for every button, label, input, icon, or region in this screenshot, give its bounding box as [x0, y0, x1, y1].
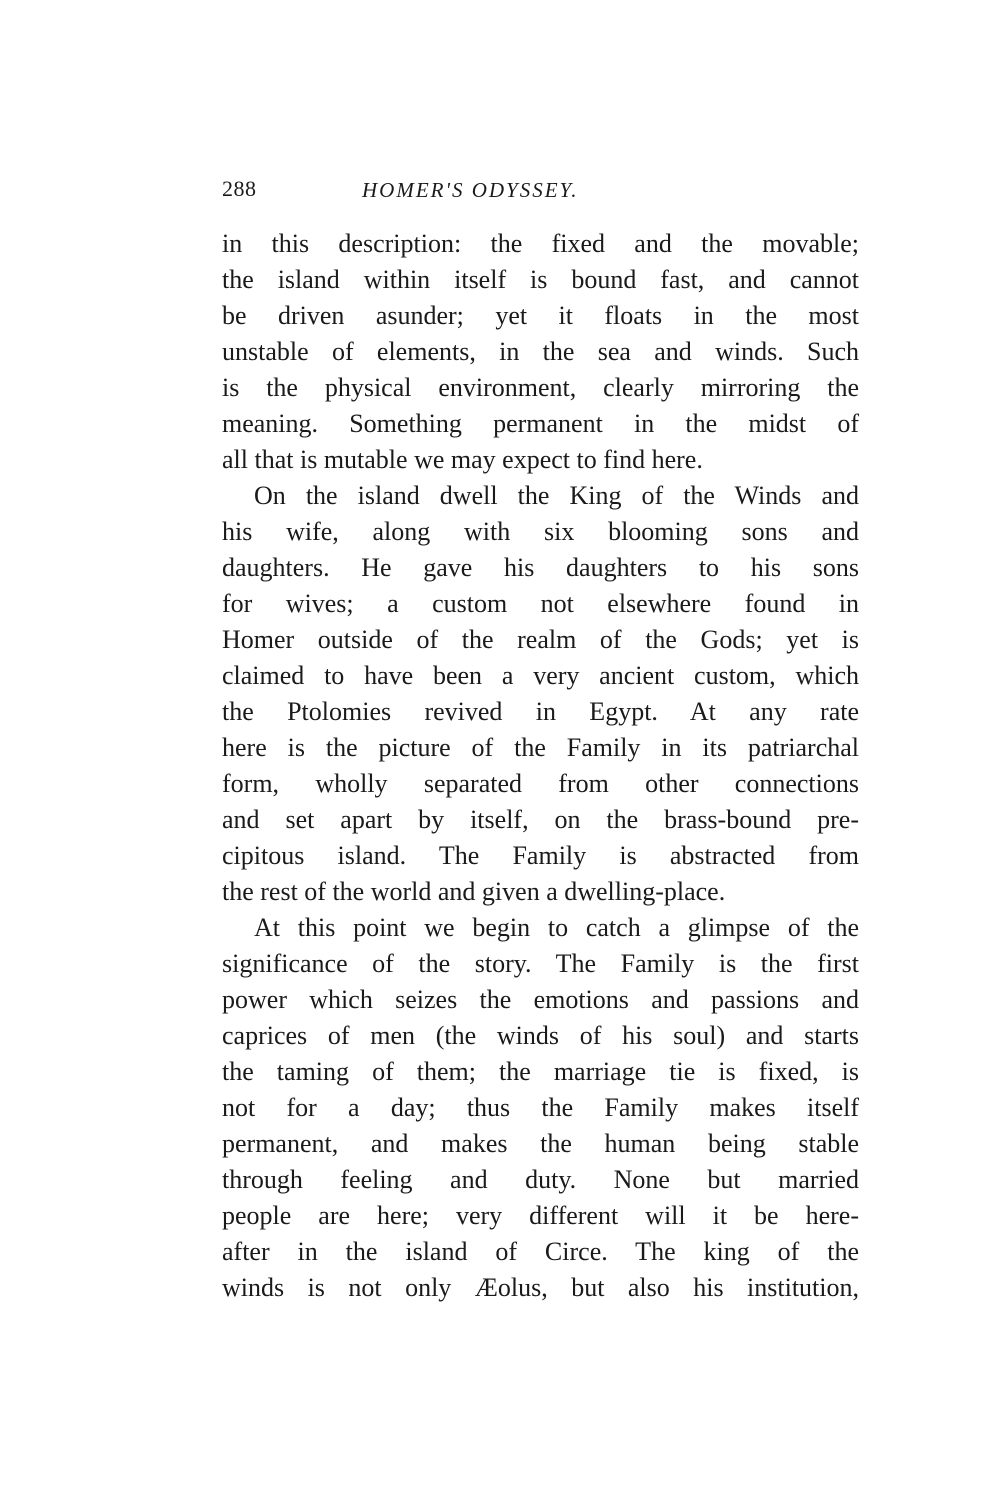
text-line: and set apart by itself, on the brass-bound pre- [222, 805, 859, 834]
text-line: all that is mutable we may expect to find here. [222, 445, 703, 474]
paragraph-2 [222, 478, 859, 910]
paragraph-1 [222, 226, 859, 478]
text-line: permanent, and makes the human being stable [222, 1129, 859, 1158]
text-line: the taming of them; the marriage tie is fixed, is [222, 1057, 859, 1086]
text-line: his wife, along with six blooming sons and [222, 517, 859, 546]
text-line: caprices of men (the winds of his soul) and starts [222, 1021, 859, 1050]
text-line: be driven asunder; yet it floats in the most [222, 301, 859, 330]
text-line: At this point we begin to catch a glimpse of the [254, 913, 859, 942]
text-line: Homer outside of the realm of the Gods; yet is [222, 625, 859, 654]
text-line: after in the island of Circe. The king of the [222, 1237, 859, 1266]
text-line: the Ptolomies revived in Egypt. At any rate [222, 697, 859, 726]
text-line: in this description: the fixed and the movable; [222, 229, 859, 258]
text-line: the rest of the world and given a dwelling-place. [222, 877, 726, 906]
text-line: meaning. Something permanent in the midst of [222, 409, 859, 438]
text-line: significance of the story. The Family is the first [222, 949, 859, 978]
text-line: not for a day; thus the Family makes itself [222, 1093, 859, 1122]
text-line: the island within itself is bound fast, and cannot [222, 265, 859, 294]
text-line: people are here; very different will it be here- [222, 1201, 859, 1230]
body-text [222, 226, 859, 1306]
text-line: here is the picture of the Family in its patriarchal [222, 733, 859, 762]
text-line: claimed to have been a very ancient custom, which [222, 661, 859, 690]
page-number: 288 [222, 176, 257, 201]
text-line: for wives; a custom not elsewhere found in [222, 589, 859, 618]
text-line: winds is not only Æolus, but also his institution, [222, 1273, 859, 1302]
text-line: On the island dwell the King of the Winds and [254, 481, 859, 510]
text-line: cipitous island. The Family is abstracted from [222, 841, 859, 870]
text-line: unstable of elements, in the sea and winds. Such [222, 337, 859, 366]
text-line: form, wholly separated from other connections [222, 769, 859, 798]
running-head [222, 176, 862, 216]
text-line: power which seizes the emotions and passions and [222, 985, 859, 1014]
running-title: HOMER'S ODYSSEY. [362, 178, 579, 202]
paragraph-3 [222, 910, 859, 1306]
text-line: is the physical environment, clearly mirroring the [222, 373, 859, 402]
text-line: through feeling and duty. None but married [222, 1165, 859, 1194]
text-line: daughters. He gave his daughters to his sons [222, 553, 859, 582]
